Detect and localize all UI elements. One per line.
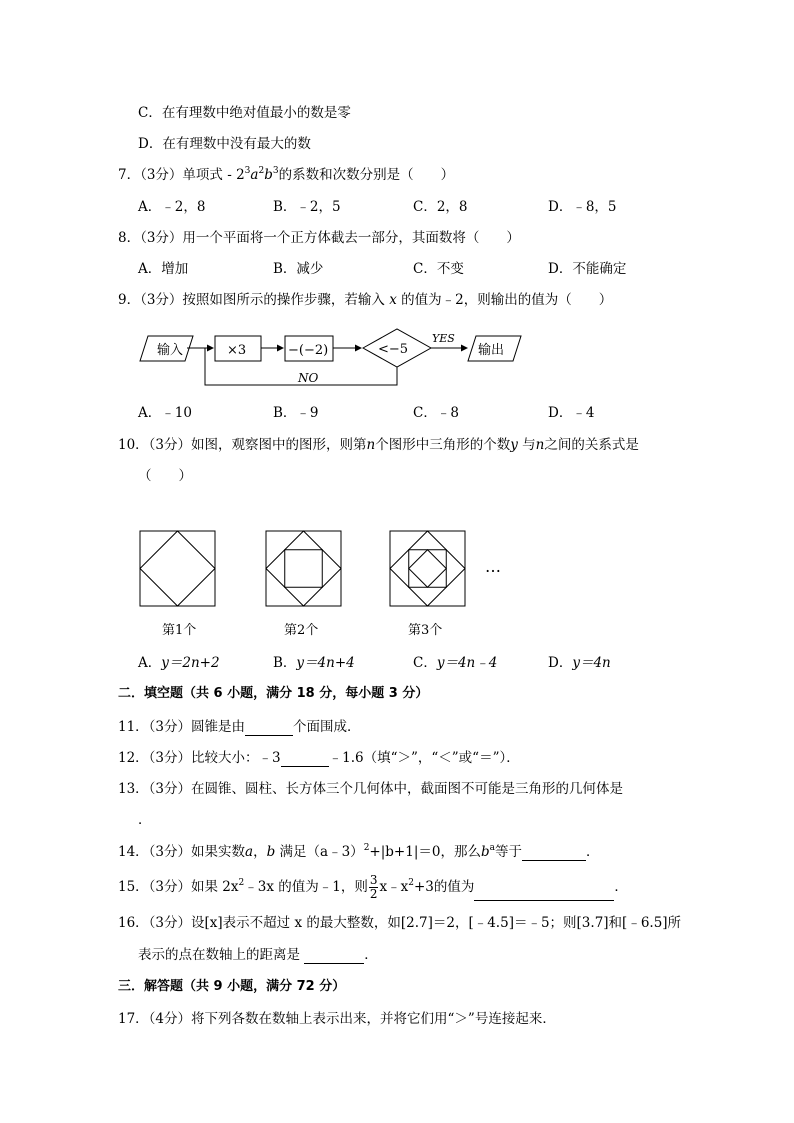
figure-1 xyxy=(140,531,215,606)
q9-stem: 9．（3分）按照如图所示的操作步骤，若输入 x 的值为﹣2，则输出的值为（ ） xyxy=(118,292,613,308)
q10-paren: （ ） xyxy=(138,468,192,484)
q11-blank[interactable] xyxy=(245,721,293,736)
q7-option-c: C．2，8 xyxy=(413,199,468,215)
q17-stem: 17．（4分）将下列各数在数轴上表示出来，并将它们用“＞”号连接起来． xyxy=(118,1011,556,1027)
flow-yes: YES xyxy=(432,332,455,345)
q15: 15．（3分）如果 $2x^2﹣3x$ 的值为﹣1，则 $\frac{3}{2}$ $x﹣x^2+3$的值为 ． xyxy=(118,873,628,901)
q6-option-d: D．在有理数中没有最大的数 xyxy=(138,136,311,152)
q16-blank[interactable] xyxy=(304,949,364,964)
q7-option-d: D．﹣8，5 xyxy=(548,199,617,215)
q6-option-c: C．在有理数中绝对值最小的数是零 xyxy=(138,105,351,121)
q10-option-d: D．y＝4n xyxy=(548,655,611,671)
q10-figures xyxy=(130,525,520,615)
q10-caption-3: 第3个 xyxy=(408,623,443,638)
flow-no: NO xyxy=(298,371,319,385)
section-3-heading: 三．解答题（共 9 小题，满分 72 分） xyxy=(118,979,346,994)
q15-fraction: $\frac{3}{2}$ xyxy=(369,873,378,901)
q16-line1: 16．（3分）设[x]表示不超过 x 的最大整数，如[2.7]＝2，[﹣4.5]＝﹣5；则[3.7]和[﹣6.5]所 xyxy=(118,915,682,931)
q9-option-b: B．﹣9 xyxy=(273,405,319,421)
q8-option-b: B．减少 xyxy=(273,261,324,277)
flow-output-label: 输出 xyxy=(478,343,505,358)
q9-option-c: C．﹣8 xyxy=(413,405,459,421)
q13: 13．（3分）在圆锥、圆柱、长方体三个几何体中，截面图不可能是三角形的几何体是 xyxy=(118,781,624,797)
q10-stem: 10．（3分）如图，观察图中的图形，则第n个图形中三角形的个数y 与n之间的关系式是 xyxy=(118,437,639,453)
q9-option-a: A．﹣10 xyxy=(138,405,192,421)
flow-input-label: 输入 xyxy=(157,343,184,358)
q7-option-b: B．﹣2，5 xyxy=(273,199,341,215)
figure-3 xyxy=(390,531,465,606)
q7-option-a: A．﹣2，8 xyxy=(138,199,206,215)
q10-option-c: C．y＝4n﹣4 xyxy=(413,655,498,671)
q9-flowchart xyxy=(135,325,535,390)
q10-ellipsis: … xyxy=(485,557,501,576)
q10-caption-2: 第2个 xyxy=(284,623,319,638)
q12-blank[interactable] xyxy=(281,752,329,767)
q14-blank[interactable] xyxy=(522,846,586,861)
q7-stem: 7．（3分）单项式 - $2^3a^2b^3$的系数和次数分别是（ ） xyxy=(118,166,455,183)
svg-text:−(−2): −(−2) xyxy=(288,343,329,358)
q14: 14．（3分）如果实数a，b 满足（a﹣3）$^2$+|b+1|＝0，那么$b^a$等于 ． xyxy=(118,843,600,860)
q12: 12．（3分）比较大小：﹣3 ﹣1.6（填“＞”，“＜”或“＝”）． xyxy=(118,750,520,766)
q8-stem: 8．（3分）用一个平面将一个正方体截去一部分，其面数将（ ） xyxy=(118,230,520,246)
q10-caption-1: 第1个 xyxy=(162,623,197,638)
svg-text:<−5: <−5 xyxy=(378,342,409,357)
figure-2 xyxy=(266,531,341,606)
section-2-heading: 二．填空题（共 6 小题，满分 18 分，每小题 3 分） xyxy=(118,686,429,701)
q15-blank[interactable] xyxy=(474,886,614,901)
q9-option-d: D．﹣4 xyxy=(548,405,595,421)
svg-text:×3: ×3 xyxy=(227,343,247,358)
q8-option-a: A．增加 xyxy=(138,261,189,277)
q8-option-c: C．不变 xyxy=(413,261,464,277)
q10-option-a: A．y＝2n+2 xyxy=(138,655,220,671)
q13-blank-end[interactable]: ． xyxy=(138,812,152,828)
q16-line2: 表示的点在数轴上的距离是 ． xyxy=(138,947,378,963)
q8-option-d: D．不能确定 xyxy=(548,261,627,277)
q10-option-b: B．y＝4n+4 xyxy=(273,655,355,671)
q11: 11．（3分）圆锥是由 个面围成． xyxy=(118,719,361,735)
